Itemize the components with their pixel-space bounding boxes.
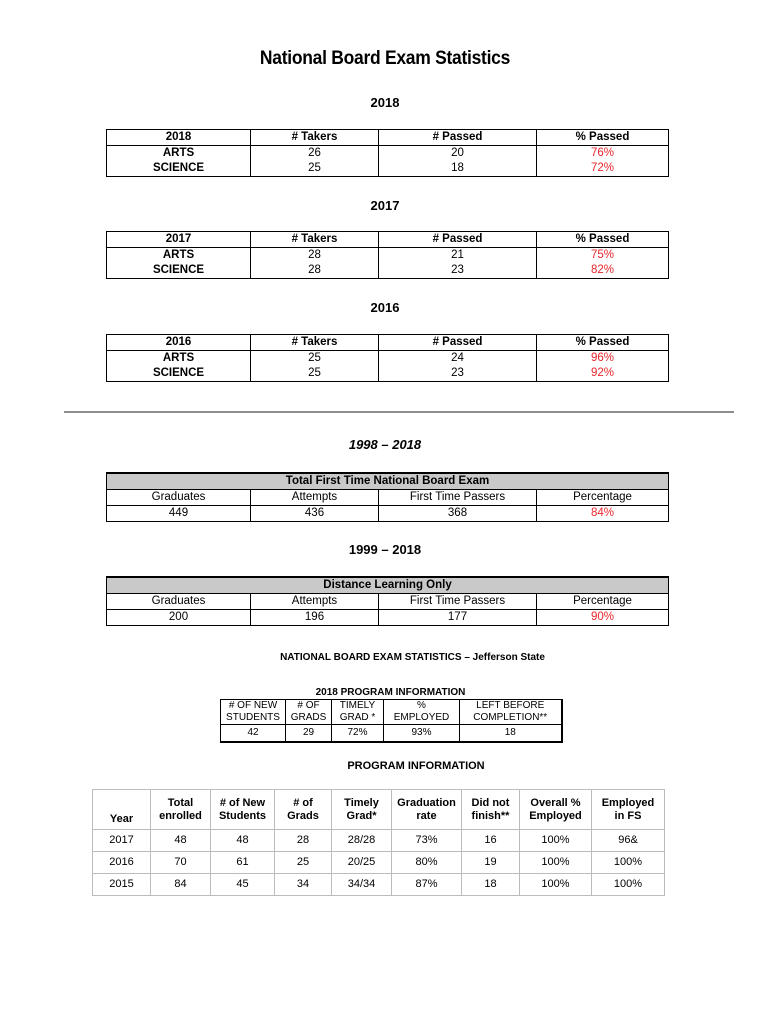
- header-did-not-finish: [462, 790, 520, 830]
- table-row: [93, 874, 665, 896]
- header-attempts: Attempts: [251, 490, 379, 506]
- header-percentage: Percentage: [537, 490, 669, 506]
- passers-cell: 368: [379, 506, 537, 522]
- header-first-time-passers: First Time Passers: [379, 594, 537, 610]
- header-year: 2017: [107, 232, 251, 248]
- header-graduates: Graduates: [107, 594, 251, 610]
- percent-cell: 75%: [537, 248, 669, 264]
- header-line: Did not: [471, 796, 510, 809]
- passed-cell: 18: [379, 161, 537, 177]
- grads-cell: 25: [275, 852, 332, 874]
- program-2018-title: 2018 PROGRAM INFORMATION: [315, 687, 466, 698]
- stats-table-2018: [106, 129, 669, 177]
- takers-cell: 25: [251, 351, 379, 367]
- table-caption: Distance Learning Only: [107, 577, 669, 594]
- table-row: [107, 506, 669, 522]
- stats-table-2017: [106, 231, 669, 279]
- header-graduates: Graduates: [107, 490, 251, 506]
- header-line: GRADS: [290, 712, 327, 723]
- passers-cell: 177: [379, 610, 537, 626]
- header-timely-grad: [332, 790, 392, 830]
- distance-learning-table: [106, 576, 669, 626]
- new-students-cell: 61: [211, 852, 275, 874]
- percent-cell: 82%: [537, 263, 669, 279]
- header-line: # OF: [297, 700, 320, 711]
- passed-cell: 23: [379, 263, 537, 279]
- header-passed: # Passed: [379, 130, 537, 146]
- table-header-row: [107, 594, 669, 610]
- new-students-cell: 42: [221, 725, 286, 743]
- header-passed: # Passed: [379, 232, 537, 248]
- year-cell: 2017: [93, 830, 151, 852]
- header-line: LEFT BEFORE: [476, 700, 545, 711]
- first-time-exam-table: [106, 472, 669, 522]
- header-year: 2016: [107, 335, 251, 351]
- table-row: [93, 852, 665, 874]
- header-takers: # Takers: [251, 335, 379, 351]
- takers-cell: 25: [251, 366, 379, 382]
- stats-table-2016: [106, 334, 669, 382]
- employed-in-fs-cell: 100%: [592, 852, 665, 874]
- program-2018-table: [220, 699, 563, 743]
- header-line: STUDENTS: [226, 712, 280, 723]
- timely-grad-cell: 28/28: [332, 830, 392, 852]
- graduation-rate-cell: 80%: [392, 852, 462, 874]
- year-heading-2017: 2017: [370, 198, 400, 213]
- did-not-finish-cell: 19: [462, 852, 520, 874]
- header-percent-passed: % Passed: [537, 335, 669, 351]
- header-line: Total: [167, 796, 194, 809]
- passed-cell: 20: [379, 146, 537, 162]
- row-label: SCIENCE: [107, 161, 251, 177]
- timely-grad-cell: 34/34: [332, 874, 392, 896]
- table-caption-row: [107, 473, 669, 490]
- header-line: %: [417, 700, 426, 711]
- new-students-cell: 45: [211, 874, 275, 896]
- header-new-students: [211, 790, 275, 830]
- header-line: Graduation: [397, 796, 456, 809]
- header-line: rate: [416, 809, 437, 822]
- takers-cell: 25: [251, 161, 379, 177]
- header-line: # OF NEW: [228, 700, 278, 711]
- header-first-time-passers: First Time Passers: [379, 490, 537, 506]
- header-employed: [384, 700, 460, 725]
- program-info-table: [92, 789, 665, 896]
- takers-cell: 28: [251, 263, 379, 279]
- row-label: ARTS: [107, 351, 251, 367]
- timely-grad-cell: 72%: [332, 725, 384, 743]
- employed-in-fs-cell: 96&: [592, 830, 665, 852]
- grads-cell: 28: [275, 830, 332, 852]
- table-row: [107, 351, 669, 367]
- range-heading-1998-2018: 1998 – 2018: [348, 437, 422, 452]
- percent-cell: 96%: [537, 351, 669, 367]
- header-line: Year: [109, 813, 134, 825]
- header-overall-employed: [520, 790, 592, 830]
- header-total-enrolled: [151, 790, 211, 830]
- attempts-cell: 436: [251, 506, 379, 522]
- left-before-completion-cell: 18: [460, 725, 562, 743]
- header-line: Students: [218, 809, 267, 822]
- section-divider: [64, 411, 734, 413]
- header-year: [93, 790, 151, 830]
- employed-in-fs-cell: 100%: [592, 874, 665, 896]
- header-year: 2018: [107, 130, 251, 146]
- header-line: in FS: [614, 809, 642, 822]
- passed-cell: 24: [379, 351, 537, 367]
- table-row: [221, 725, 562, 743]
- header-line: EMPLOYED: [393, 712, 450, 723]
- total-enrolled-cell: 48: [151, 830, 211, 852]
- header-attempts: Attempts: [251, 594, 379, 610]
- passed-cell: 21: [379, 248, 537, 264]
- takers-cell: 28: [251, 248, 379, 264]
- did-not-finish-cell: 16: [462, 830, 520, 852]
- overall-employed-cell: 100%: [520, 830, 592, 852]
- did-not-finish-cell: 18: [462, 874, 520, 896]
- header-line: enrolled: [159, 809, 202, 822]
- overall-employed-cell: 100%: [520, 852, 592, 874]
- percentage-cell: 84%: [537, 506, 669, 522]
- row-label: ARTS: [107, 248, 251, 264]
- grads-cell: 34: [275, 874, 332, 896]
- header-line: Employed: [601, 796, 655, 809]
- percentage-cell: 90%: [537, 610, 669, 626]
- header-left-before-completion: [460, 700, 562, 725]
- table-header-row: [107, 232, 669, 248]
- table-header-row: [107, 130, 669, 146]
- attempts-cell: 196: [251, 610, 379, 626]
- row-label: SCIENCE: [107, 366, 251, 382]
- graduates-cell: 449: [107, 506, 251, 522]
- header-line: Employed: [529, 809, 582, 822]
- table-header-row: [221, 700, 562, 725]
- header-line: Grads: [287, 809, 319, 822]
- header-line: Grad*: [346, 809, 377, 822]
- year-heading-2016: 2016: [370, 300, 400, 315]
- takers-cell: 26: [251, 146, 379, 162]
- table-row: [107, 263, 669, 279]
- header-percentage: Percentage: [537, 594, 669, 610]
- header-line: GRAD *: [339, 712, 376, 723]
- year-cell: 2015: [93, 874, 151, 896]
- table-row: [107, 248, 669, 264]
- table-header-row: [107, 335, 669, 351]
- state-statistics-title: NATIONAL BOARD EXAM STATISTICS – Jefferson State: [280, 652, 545, 663]
- table-row: [93, 830, 665, 852]
- table-row: [107, 366, 669, 382]
- header-passed: # Passed: [379, 335, 537, 351]
- overall-employed-cell: 100%: [520, 874, 592, 896]
- graduation-rate-cell: 87%: [392, 874, 462, 896]
- new-students-cell: 48: [211, 830, 275, 852]
- header-line: finish**: [471, 809, 510, 822]
- total-enrolled-cell: 84: [151, 874, 211, 896]
- total-enrolled-cell: 70: [151, 852, 211, 874]
- header-employed-in-fs: [592, 790, 665, 830]
- header-grads: [275, 790, 332, 830]
- header-takers: # Takers: [251, 130, 379, 146]
- row-label: SCIENCE: [107, 263, 251, 279]
- header-line: Timely: [344, 796, 379, 809]
- percent-cell: 92%: [537, 366, 669, 382]
- range-heading-1999-2018: 1999 – 2018: [348, 542, 422, 557]
- passed-cell: 23: [379, 366, 537, 382]
- year-cell: 2016: [93, 852, 151, 874]
- page-title: National Board Exam Statistics: [259, 48, 511, 69]
- table-header-row: [107, 490, 669, 506]
- percent-cell: 72%: [537, 161, 669, 177]
- header-line: # of New: [219, 796, 266, 809]
- table-row: [107, 610, 669, 626]
- graduates-cell: 200: [107, 610, 251, 626]
- header-grads: [286, 700, 332, 725]
- header-takers: # Takers: [251, 232, 379, 248]
- header-line: COMPLETION**: [473, 712, 548, 723]
- grads-cell: 29: [286, 725, 332, 743]
- percent-cell: 76%: [537, 146, 669, 162]
- table-caption-row: [107, 577, 669, 594]
- table-row: [107, 161, 669, 177]
- row-label: ARTS: [107, 146, 251, 162]
- header-new-students: [221, 700, 286, 725]
- header-line: Overall %: [530, 796, 581, 809]
- program-info-title: PROGRAM INFORMATION: [347, 760, 485, 772]
- employed-cell: 93%: [384, 725, 460, 743]
- header-timely-grad: [332, 700, 384, 725]
- table-header-row: [93, 790, 665, 830]
- year-heading-2018: 2018: [370, 95, 400, 110]
- table-row: [107, 146, 669, 162]
- table-caption: Total First Time National Board Exam: [107, 473, 669, 490]
- header-line: # of: [293, 796, 313, 809]
- header-graduation-rate: [392, 790, 462, 830]
- header-line: TIMELY: [339, 700, 376, 711]
- graduation-rate-cell: 73%: [392, 830, 462, 852]
- header-percent-passed: % Passed: [537, 130, 669, 146]
- header-percent-passed: % Passed: [537, 232, 669, 248]
- timely-grad-cell: 20/25: [332, 852, 392, 874]
